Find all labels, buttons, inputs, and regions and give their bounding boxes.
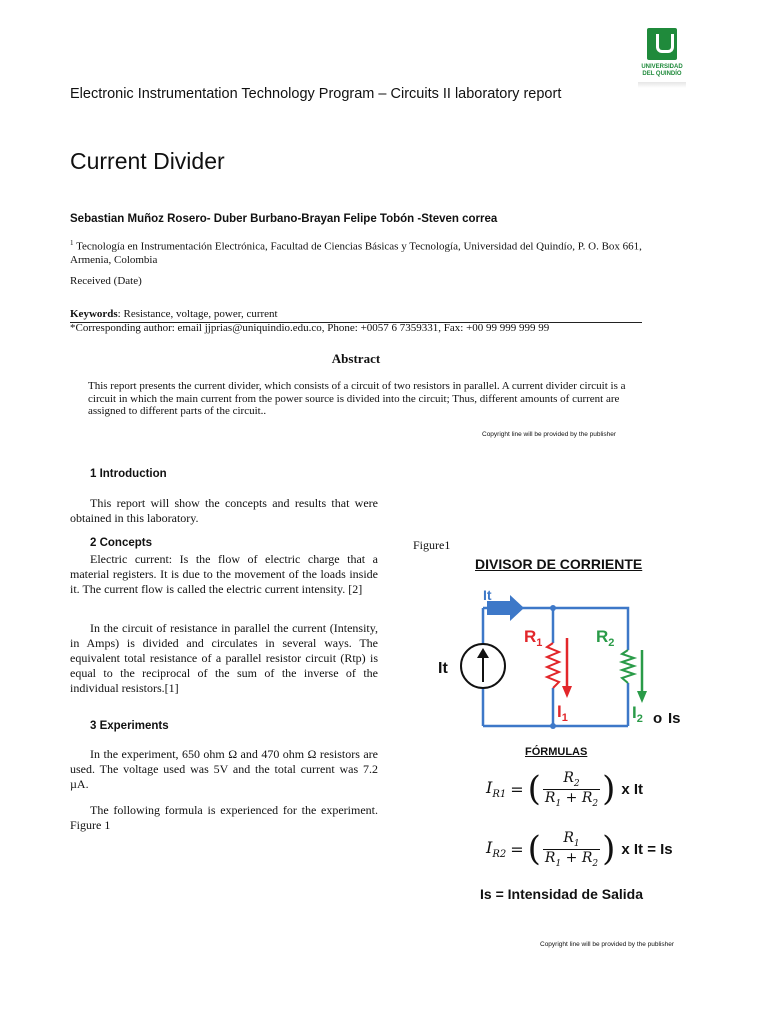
formula-ir2-tail: x It = Is — [621, 840, 673, 858]
figure-label: Figure1 — [413, 538, 451, 552]
label-i1-sub: 1 — [561, 712, 568, 724]
formula-ir2-fraction — [543, 830, 600, 869]
formula-ir1-denominator — [543, 789, 600, 809]
formula-ir1-fraction — [543, 770, 600, 809]
label-i2-letter: I — [632, 703, 637, 722]
label-r2 — [596, 627, 614, 649]
formula-ir1-num-sub: 2 — [573, 778, 580, 789]
formula-ir2-lhs-letter: I — [486, 838, 493, 858]
formula-ir1-close-paren: ) — [602, 769, 616, 810]
formula-ir1-den-b-sub: 2 — [592, 798, 599, 809]
university-logo — [638, 28, 686, 100]
i1-arrow-icon — [562, 686, 572, 698]
resistor-r2-icon — [622, 650, 634, 683]
affiliation-text: Tecnología en Instrumentación Electrónica, Facultad de Ciencias Básicas y Tecnología, Universidad del Quindío, P. O. Box 661, Armenia, Colombia — [70, 240, 642, 266]
keywords-value: : Resistance, voltage, power, current — [117, 308, 278, 320]
section-heading-experiments: 3 Experiments — [90, 720, 169, 732]
logo-text: UNIVERSIDAD DEL QUINDÍO — [641, 64, 683, 77]
concepts-paragraph-2: In the circuit of resistance in parallel the current (Intensity, in Amps) is divided and circulates in several ways. The equivalent total resistance of a parallel resistor circuit (Rtp) is equal to the reciprocal of the sum of the inverse of the individual resistors.[1] — [70, 621, 378, 695]
label-it-top: It — [483, 587, 492, 603]
affiliation-marker: 1 — [70, 239, 74, 247]
formula-ir2-lhs — [486, 838, 506, 860]
formula-ir1-lhs-letter: I — [486, 778, 493, 798]
abstract-text: This report presents the current divider, which consists of a circuit of two resistors in parallel. A current divider circuit is a circuit in which the main current from the power source is divided into the circuit; Thus, different amounts of current are assigned to different parts of the circuit.. — [88, 380, 626, 417]
label-r2-sub: 2 — [608, 637, 615, 649]
resistor-r1-icon — [547, 643, 559, 688]
formula-ir1-equals: = — [510, 779, 524, 799]
label-r1 — [524, 627, 542, 649]
formula-ir2-denominator — [543, 849, 600, 869]
formula-ir1-numerator — [559, 770, 583, 789]
label-o: o — [653, 710, 663, 727]
label-i2 — [632, 703, 643, 725]
label-it-source: It — [438, 660, 448, 677]
section-heading-concepts: 2 Concepts — [90, 537, 152, 549]
label-r2-letter: R — [596, 627, 609, 646]
formula-ir2-num-sub: 1 — [573, 838, 580, 849]
formula-ir1-num-letter: R — [563, 770, 574, 786]
label-r1-letter: R — [524, 627, 537, 646]
formula-ir2-den-a: R — [544, 849, 556, 866]
formula-ir2-numerator — [559, 830, 583, 849]
affiliation — [70, 237, 650, 267]
label-is: Is — [668, 710, 681, 727]
figure-title: DIVISOR DE CORRIENTE — [475, 556, 643, 572]
formula-ir1-open-paren: ( — [527, 769, 541, 810]
junction-dot-bottom — [550, 723, 556, 729]
label-i2-sub: 2 — [636, 713, 643, 725]
formula-ir2-num-letter: R — [563, 830, 574, 846]
formula-ir2 — [486, 830, 673, 869]
copyright-line-footer: Copyright line will be provided by the publisher — [540, 941, 675, 948]
is-definition: Is = Intensidad de Salida — [480, 886, 643, 902]
formula-ir1-lhs — [486, 778, 506, 800]
i2-arrow-icon — [637, 691, 647, 703]
formula-ir2-equals: = — [510, 839, 524, 859]
formula-ir1-lhs-sub: R1 — [492, 789, 507, 801]
experiments-paragraph-1: In the experiment, 650 ohm Ω and 470 ohm Ω resistors are used. The voltage used was 5V and the total current was 7.2 µA. — [70, 747, 378, 791]
keywords — [70, 308, 278, 320]
formula-ir1-tail: x It — [621, 780, 644, 798]
formula-ir2-lhs-sub: R2 — [492, 849, 507, 861]
current-divider-circuit — [420, 578, 710, 736]
formula-ir2-open-paren: ( — [527, 829, 541, 870]
paper-title: Current Divider — [70, 148, 225, 174]
label-r1-sub: 1 — [536, 637, 543, 649]
corresponding-author: *Corresponding author: email jjprias@uniquindio.edu.co, Phone: +0057 6 7359331, Fax: +00 99 999 999 99 — [70, 322, 550, 334]
keywords-label: Keywords — [70, 308, 118, 320]
formula-ir2-den-plus: + — [561, 849, 582, 866]
abstract-heading: Abstract — [331, 351, 381, 366]
formula-ir1-den-a-sub: 1 — [555, 798, 562, 809]
formula-ir1-den-b: R — [581, 789, 593, 806]
logo-icon — [647, 28, 677, 60]
section-heading-introduction: 1 Introduction — [90, 468, 167, 480]
formula-ir2-den-b: R — [581, 849, 593, 866]
it-arrow-icon — [487, 595, 524, 621]
concepts-paragraph-1: Electric current: Is the flow of electric charge that a material registers. It is due to the movement of the loads inside it. The current flow is called the electric current intensity. [2] — [70, 552, 378, 596]
label-i1 — [557, 702, 568, 724]
copyright-line: Copyright line will be provided by the publisher — [482, 431, 617, 438]
formula-ir1-den-a: R — [544, 789, 556, 806]
received-date: Received (Date) — [70, 275, 142, 287]
logo-shadow — [638, 82, 686, 88]
introduction-paragraph: This report will show the concepts and results that were obtained in this laboratory. — [70, 496, 378, 525]
junction-dot-top — [550, 605, 556, 611]
running-header: Electronic Instrumentation Technology Program – Circuits II laboratory report — [70, 86, 562, 102]
label-i1-letter: I — [557, 702, 562, 721]
formulas-heading: FÓRMULAS — [525, 746, 588, 758]
formula-ir2-den-a-sub: 1 — [555, 858, 562, 869]
experiments-paragraph-2: The following formula is experienced for the experiment. Figure 1 — [70, 803, 378, 832]
author-list: Sebastian Muñoz Rosero- Duber Burbano-Brayan Felipe Tobón -Steven correa — [70, 213, 498, 225]
formula-ir2-den-b-sub: 2 — [592, 858, 599, 869]
formula-ir2-close-paren: ) — [602, 829, 616, 870]
formula-ir1 — [486, 770, 643, 809]
formula-ir1-den-plus: + — [561, 789, 582, 806]
